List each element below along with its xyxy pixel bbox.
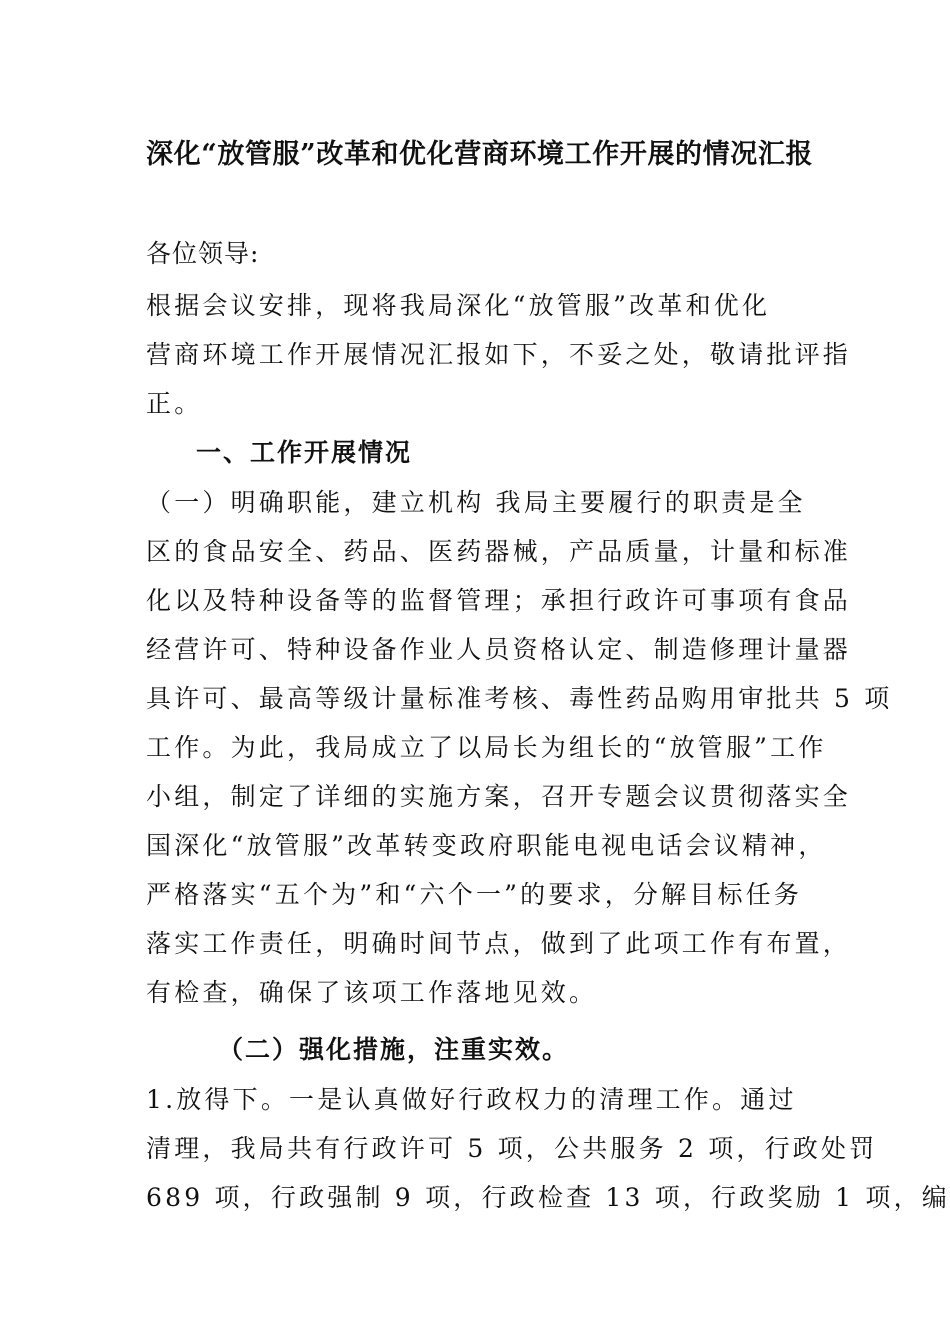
paragraph-line: 有检查，确保了该项工作落地见效。: [146, 978, 598, 1007]
paragraph-line: 工作。为此，我局成立了以局长为组长的“放管服”工作: [146, 733, 827, 762]
paragraph-line: 小组，制定了详细的实施方案，召开专题会议贯彻落实全: [146, 782, 852, 811]
paragraph-line: （一）明确职能，建立机构 我局主要履行的职责是全: [146, 488, 806, 517]
paragraph-line: 正。: [146, 389, 203, 418]
paragraph-line: 1.放得下。一是认真做好行政权力的清理工作。通过: [146, 1085, 797, 1114]
document-title: 深化“放管服”改革和优化营商环境工作开展的情况汇报: [146, 139, 814, 170]
salutation: 各位领导:: [146, 239, 260, 268]
paragraph-line: 化以及特种设备等的监督管理；承担行政许可事项有食品: [146, 586, 852, 615]
paragraph-line: 落实工作责任，明确时间节点，做到了此项工作有布置，: [146, 929, 852, 958]
paragraph-line: 清理，我局共有行政许可 5 项，公共服务 2 项，行政处罚: [146, 1134, 878, 1163]
section-heading: 一、工作开展情况: [196, 438, 413, 467]
paragraph-line: 689 项，行政强制 9 项，行政检查 13 项，行政奖励 1 项，编: [146, 1183, 950, 1212]
paragraph-line: 营商环境工作开展情况汇报如下，不妥之处，敬请批评指: [146, 340, 852, 369]
subsection-2-heading: （二）强化措施，注重实效。: [218, 1035, 570, 1064]
paragraph-line: 国深化“放管服”改革转变政府职能电视电话会议精神，: [146, 831, 827, 860]
paragraph-line: 严格落实“五个为”和“六个一”的要求，分解目标任务: [146, 880, 803, 909]
subsection-1-paragraph: [146, 478, 893, 1017]
intro-paragraph: [146, 281, 852, 428]
paragraph-line: 经营许可、特种设备作业人员资格认定、制造修理计量器: [146, 635, 852, 664]
paragraph-line: 具许可、最高等级计量标准考核、毒性药品购用审批共 5 项: [146, 684, 893, 713]
paragraph-line: 区的食品安全、药品、医药器械，产品质量，计量和标准: [146, 537, 852, 566]
subsection-2-paragraph: [146, 1075, 950, 1222]
paragraph-line: 根据会议安排，现将我局深化“放管服”改革和优化: [146, 291, 771, 320]
